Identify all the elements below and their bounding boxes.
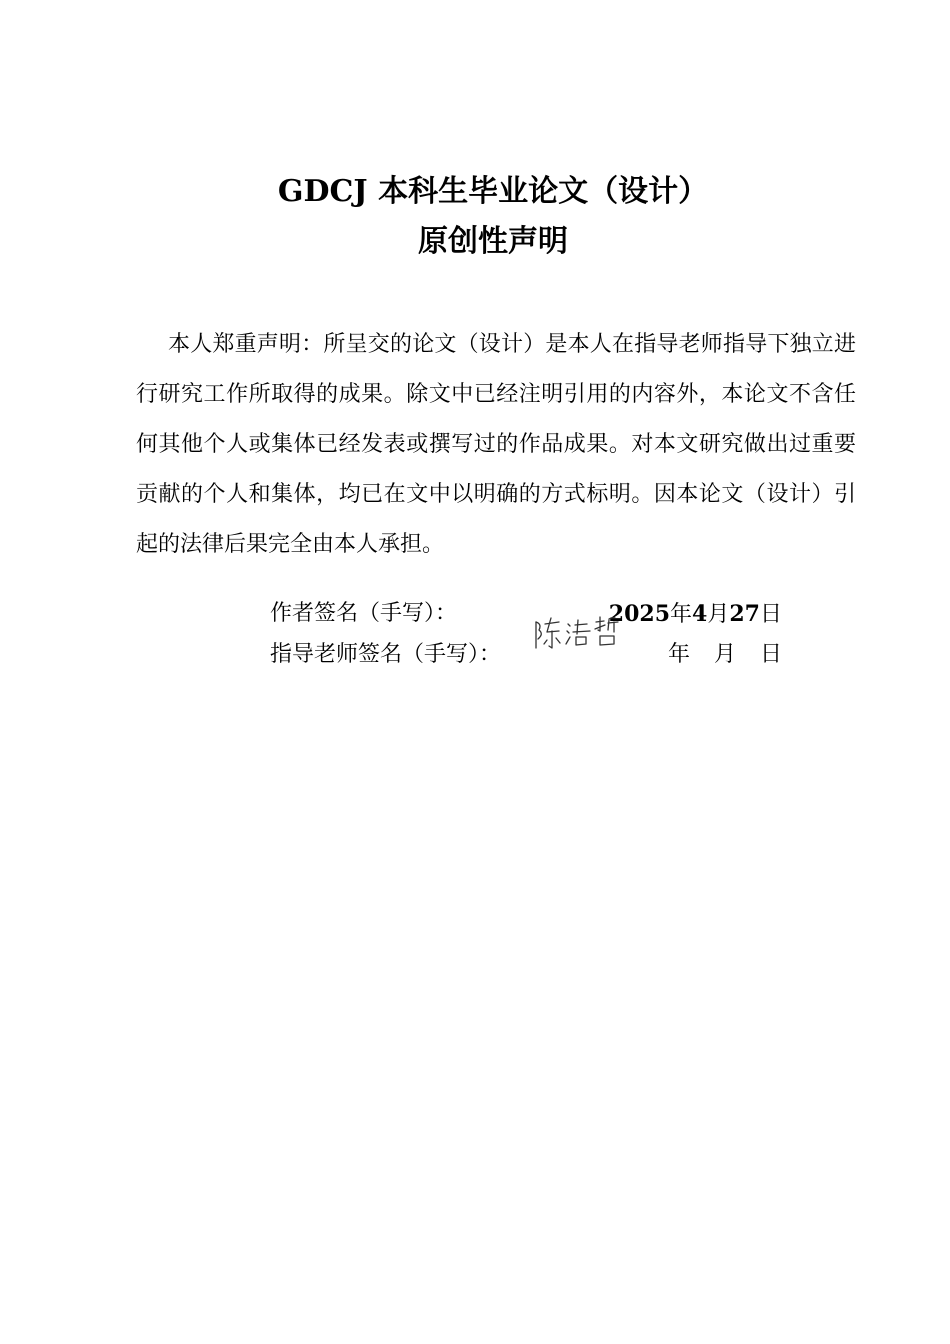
date-month: 4 [692,601,708,627]
advisor-signature-row [270,638,790,672]
author-signature-row [270,597,790,631]
date-day-unit: 日 [759,602,782,627]
date-year-unit: 年 [670,602,693,627]
author-signature-date [609,597,782,632]
date-day: 27 [729,601,760,627]
advisor-signature-label: 指导老师签名（手写）： [270,642,502,667]
date-month-unit: 月 [707,602,730,627]
date-month-unit: 月 [713,642,736,667]
date-year: 2025 [608,601,671,627]
document-title: GDCJ 本科生毕业论文（设计） [277,174,709,209]
author-signature-label: 作者签名（手写）： [270,601,458,626]
date-year-unit: 年 [667,642,690,667]
advisor-signature-date [668,638,782,672]
document-subtitle: 原创性声明 [418,224,568,259]
date-day-unit: 日 [759,642,782,667]
declaration-statement: 本人郑重声明：所呈交的论文（设计）是本人在指导老师指导下独立进行研究工作所取得的成果。除文中已经注明引用的内容外，本论文不含任何其他个人或集体已经发表或撰写过的作品成果。对本文研究做出过重要贡献的个人和集体，均已在文中以明确的方式标明。因本论文（设计）引起的法律后果完全由本人承担。 [136,332,856,557]
